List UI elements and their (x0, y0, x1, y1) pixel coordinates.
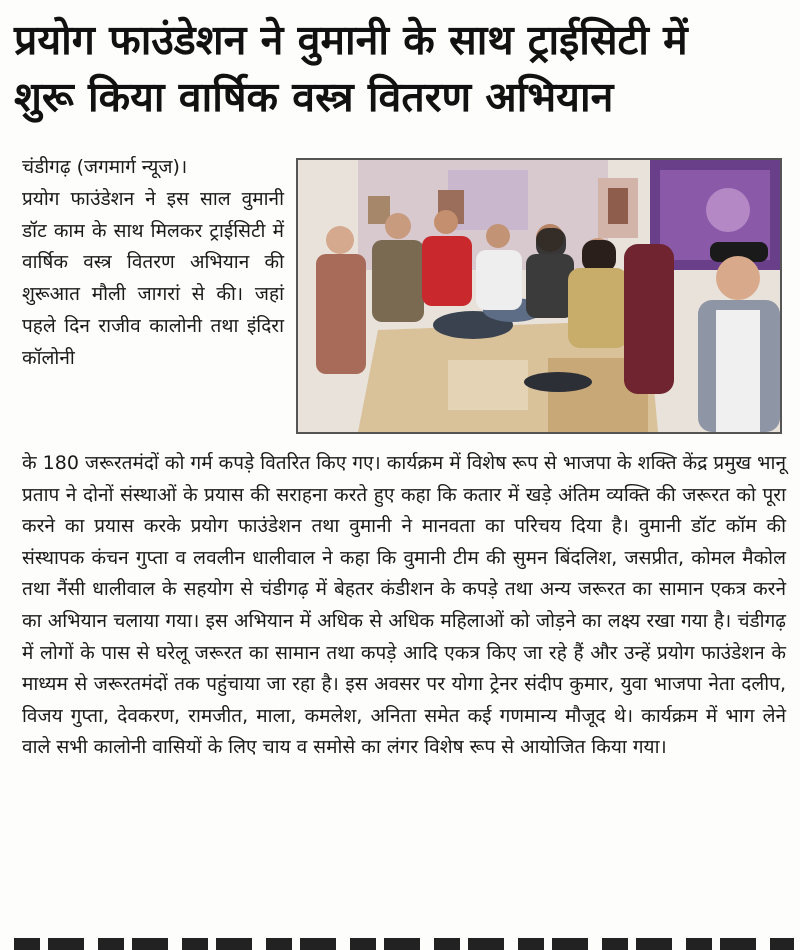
lead-column (22, 152, 284, 375)
article-headline (14, 12, 794, 126)
lead-paragraph: प्रयोग फाउंडेशन ने इस साल वुमानी डॉट काम के साथ मिलकर ट्राईसिटी में वार्षिक वस्त्र वितरण अभियान की शुरूआत मौली जागरां से की। जहां पहले दिन राजीव कालोनी तथा इंदिरा कॉलोनी (22, 187, 284, 369)
cropped-previous-headline (0, 0, 800, 8)
article-body (22, 448, 786, 764)
article-photo (296, 158, 782, 434)
photo-illustration (298, 160, 780, 432)
dateline: चंडीगढ़ (जगमार्ग न्यूज)। (22, 156, 188, 178)
headline-line-1: प्रयोग फाउंडेशन ने वुमानी के साथ ट्राईसिटी में (14, 16, 688, 64)
cropped-next-headline (14, 938, 794, 950)
body-paragraph: के 180 जरूरतमंदों को गर्म कपड़े वितरित किए गए। कार्यक्रम में विशेष रूप से भाजपा के शक्ति केंद्र प्रमुख भानू प्रताप ने दोनों संस्थाओं के प्रयास की सराहना करते हुए कहा कि कतार में खड़े अंतिम व्यक्ति की जरूरत को पूरा करने का प्रयास करके प्रयोग फाउंडेशन तथा वुमानी ने मानवता का परिचय दिया है। वुमानी डॉट कॉम की संस्थापक कंचन गुप्ता व लवलीन धालीवाल ने कहा कि वुमानी टीम की सुमन बिंदलिश, जसप्रीत, कोमल मैकोल तथा नैंसी धालीवाल के सहयोग से चंडीगढ़ में बेहतर कंडीशन के कपड़े तथा अन्य जरूरत का सामान एकत्र करने का अभियान चलाया गया। इस अभियान में अधिक से अधिक महिलाओं को जोड़ने का लक्ष्य रखा गया है। चंडीगढ़ में लोगों के पास से घरेलू जरूरत का सामान तथा कपड़े आदि एकत्र किए जा रहे हैं और उन्हें प्रयोग फाउंडेशन के माध्यम से जरूरतमंदों तक पहुंचाया जा रहा है। इस अवसर पर योगा ट्रेनर संदीप कुमार, युवा भाजपा नेता दलीप, विजय गुप्ता, देवकरण, रामजीत, माला, कमलेश, अनिता समेत कई गणमान्य मौजूद थे। कार्यक्रम में भाग लेने वाले सभी कालोनी वासियों के लिए चाय व समोसे का लंगर विशेष रूप से आयोजित किया गया। (22, 452, 786, 759)
headline-line-2: शुरू किया वार्षिक वस्त्र वितरण अभियान (14, 73, 614, 121)
